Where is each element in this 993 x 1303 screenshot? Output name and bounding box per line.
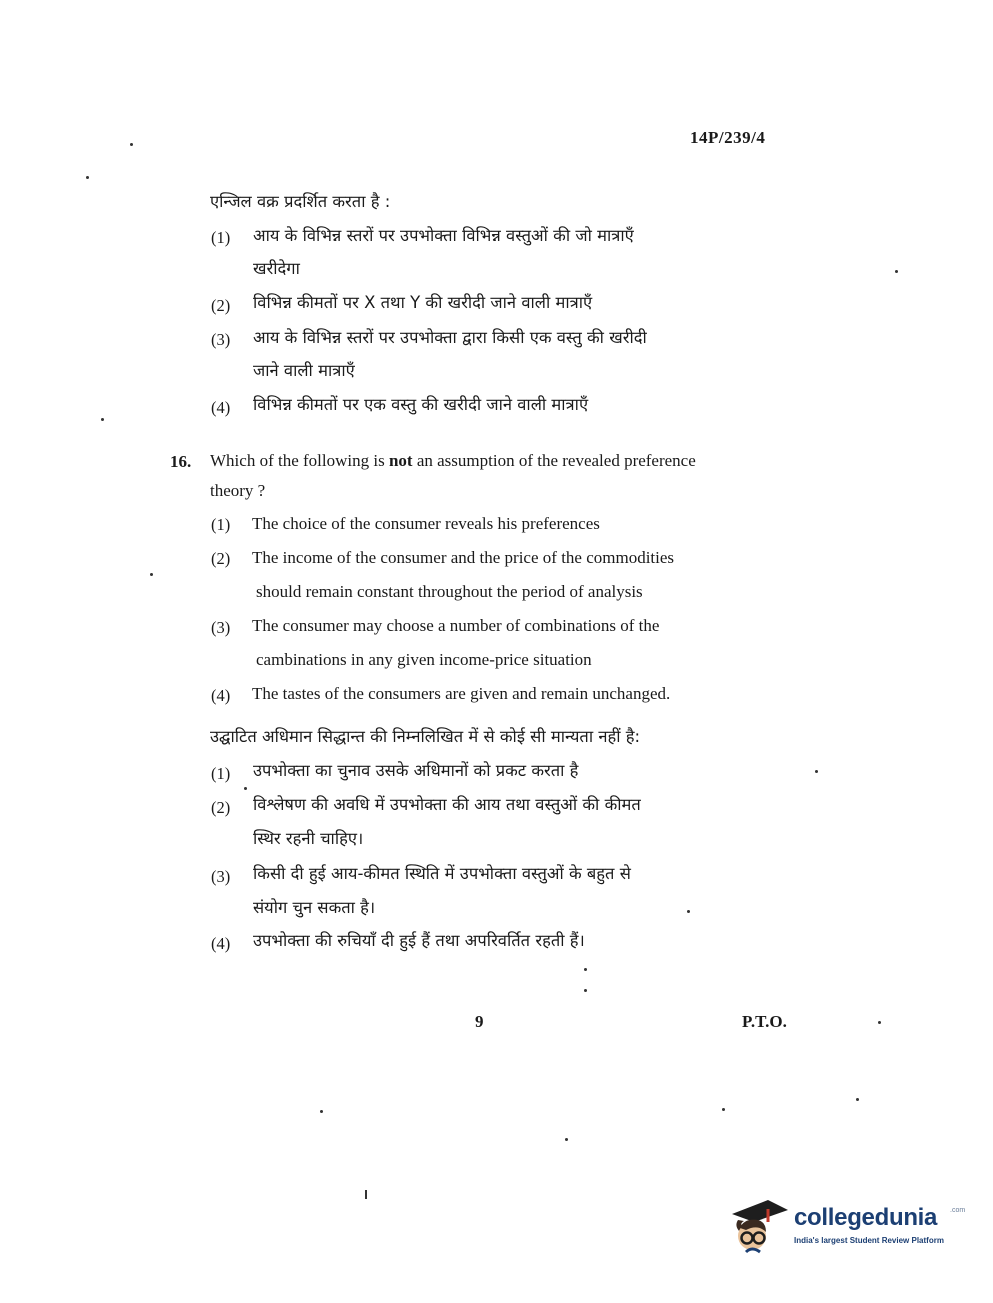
option-number: (1)	[211, 515, 231, 534]
option-text: The income of the consumer and the price of the commodities	[252, 548, 675, 567]
option-text-cont: cambinations in any given income-price situation	[256, 650, 592, 669]
pto-label: P.T.O.	[742, 1012, 787, 1031]
option-text: The consumer may choose a number of combinations of the	[252, 616, 660, 635]
q16-hindi-stem: उद्घाटित अधिमान सिद्धान्त की निम्नलिखित में से कोई सी मान्यता नहीं है:	[210, 727, 641, 746]
option-text: उपभोक्ता का चुनाव उसके अधिमानों को प्रकट करता है	[253, 761, 579, 780]
q16-stem-post: an assumption of the revealed preference	[412, 451, 696, 470]
option-text-cont: स्थिर रहनी चाहिए।	[253, 829, 364, 848]
option-text: The choice of the consumer reveals his preferences	[252, 514, 600, 533]
option-text-cont: जाने वाली मात्राएँ	[253, 361, 355, 380]
question-number: 16.	[170, 452, 192, 471]
option-text-cont: should remain constant throughout the period of analysis	[256, 582, 643, 601]
q15-hindi-stem: एन्जिल वक्र प्रदर्शित करता है :	[210, 192, 391, 211]
paper-code: 14P/239/4	[690, 128, 766, 147]
option-text-cont: संयोग चुन सकता है।	[253, 898, 376, 917]
option-text: विश्लेषण की अवधि में उपभोक्ता की आय तथा वस्तुओं की कीमत	[253, 795, 641, 814]
option-number: (2)	[211, 798, 231, 817]
q16-stem-emphasis: not	[388, 451, 413, 470]
q16-stem-pre: Which of the following is	[210, 451, 389, 470]
option-number: (3)	[211, 867, 231, 886]
option-number: (4)	[211, 398, 231, 417]
option-text-cont: खरीदेगा	[253, 259, 300, 278]
option-text: आय के विभिन्न स्तरों पर उपभोक्ता द्वारा किसी एक वस्तु की खरीदी	[253, 328, 647, 347]
option-text: उपभोक्ता की रुचियाँ दी हुई हैं तथा अपरिवर्तित रहती हैं।	[253, 931, 585, 950]
option-text: किसी दी हुई आय-कीमत स्थिति में उपभोक्ता वस्तुओं के बहुत से	[253, 864, 631, 883]
q16-stem	[210, 451, 696, 471]
option-number: (1)	[211, 764, 231, 783]
option-number: (4)	[211, 934, 231, 953]
brand-name: collegedunia	[794, 1204, 938, 1231]
option-number: (1)	[211, 228, 231, 247]
option-number: (2)	[211, 296, 231, 315]
graduate-mascot-icon	[728, 1196, 790, 1258]
option-number: (3)	[211, 618, 231, 637]
page-number: 9	[475, 1012, 484, 1031]
option-text: आय के विभिन्न स्तरों पर उपभोक्ता विभिन्न वस्तुओं की जो मात्राएँ	[253, 226, 634, 245]
collegedunia-watermark	[728, 1196, 968, 1260]
brand-domain: .com	[950, 1207, 966, 1214]
q16-stem-cont: theory ?	[210, 481, 266, 500]
option-text: विभिन्न कीमतों पर एक वस्तु की खरीदी जाने वाली मात्राएँ	[253, 395, 589, 414]
option-number: (3)	[211, 330, 231, 349]
option-number: (4)	[211, 686, 231, 705]
option-number: (2)	[211, 549, 231, 568]
brand-tagline: India's largest Student Review Platform	[794, 1236, 944, 1245]
option-text: विभिन्न कीमतों पर X तथा Y की खरीदी जाने वाली मात्राएँ	[253, 293, 593, 312]
option-text: The tastes of the consumers are given and remain unchanged.	[252, 684, 671, 703]
